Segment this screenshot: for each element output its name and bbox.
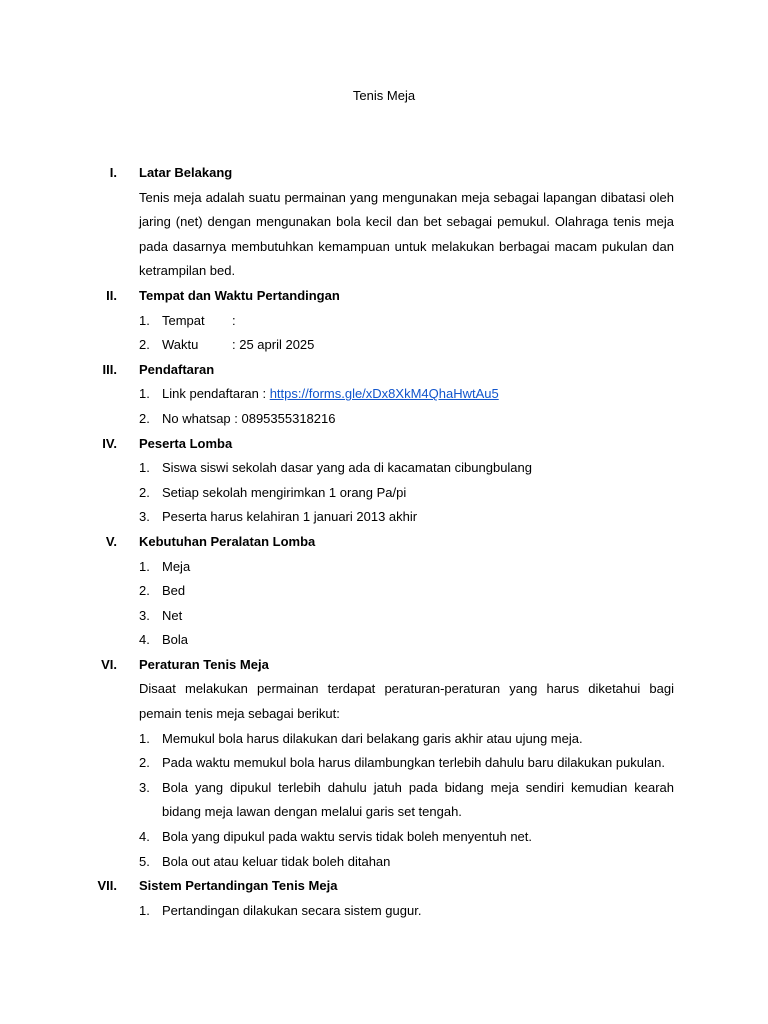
list-text bbox=[162, 382, 499, 407]
list-text: Memukul bola harus dilakukan dari belakang garis akhir atau ujung meja. bbox=[162, 730, 583, 746]
registration-link[interactable]: https://forms.gle/xDx8XkM4QhaHwtAu5 bbox=[269, 386, 499, 402]
list-item bbox=[0, 850, 768, 875]
list-number: 3. bbox=[139, 607, 150, 623]
list-text: Peserta harus kelahiran 1 januari 2013 akhir bbox=[162, 509, 418, 525]
list-item bbox=[0, 604, 768, 629]
list-text: Net bbox=[162, 607, 183, 623]
list-number: 2. bbox=[139, 755, 150, 771]
list-number: 4. bbox=[139, 829, 150, 845]
section-number: II. bbox=[106, 287, 117, 303]
section-title: Peraturan Tenis Meja bbox=[139, 656, 269, 672]
list-text: Bola yang dipukul pada waktu servis tidak boleh menyentuh net. bbox=[162, 829, 533, 845]
list-text: Meja bbox=[162, 558, 191, 574]
list-number: 2. bbox=[139, 484, 150, 500]
page-title: Tenis Meja bbox=[352, 88, 416, 103]
list-number: 2. bbox=[139, 337, 150, 353]
list-number: 2. bbox=[139, 583, 150, 599]
list-number: 4. bbox=[139, 632, 150, 648]
section-title: Peserta Lomba bbox=[139, 435, 233, 451]
list-item bbox=[0, 555, 768, 580]
list-item bbox=[0, 481, 768, 506]
list-item bbox=[0, 776, 768, 825]
list-number: 1. bbox=[139, 312, 150, 328]
section-title: Pendaftaran bbox=[139, 361, 215, 377]
list-item bbox=[0, 407, 768, 432]
section-heading-tempat-waktu bbox=[0, 284, 768, 309]
list-text: Setiap sekolah mengirimkan 1 orang Pa/pi bbox=[162, 484, 407, 500]
section-title: Kebutuhan Peralatan Lomba bbox=[139, 533, 316, 549]
list-item bbox=[0, 505, 768, 530]
list-item bbox=[0, 899, 768, 924]
list-text: Pada waktu memukul bola harus dilambungkan terlebih dahulu baru dilakukan pukulan. bbox=[162, 755, 665, 771]
list-item bbox=[0, 456, 768, 481]
section-number: III. bbox=[102, 361, 117, 377]
list-item bbox=[0, 727, 768, 752]
list-text: Bola out atau keluar tidak boleh ditahan bbox=[162, 853, 391, 869]
section-title: Latar Belakang bbox=[139, 165, 233, 180]
list-text: Pertandingan dilakukan secara sistem gugur. bbox=[162, 902, 422, 918]
section-number: IV. bbox=[102, 435, 117, 451]
list-item bbox=[0, 751, 768, 776]
list-item bbox=[0, 382, 768, 407]
list-text: Siswa siswi sekolah dasar yang ada di kacamatan cibungbulang bbox=[162, 460, 532, 476]
list-text: Bed bbox=[162, 583, 186, 599]
section-heading-peraturan bbox=[0, 653, 768, 678]
section-heading-latar-belakang bbox=[0, 161, 768, 186]
list-label: Tempat bbox=[162, 312, 205, 328]
list-number: 3. bbox=[139, 779, 150, 795]
list-number: 5. bbox=[139, 853, 150, 869]
list-number: 1. bbox=[139, 730, 150, 746]
section-paragraph: Tenis meja adalah suatu permainan yang mengunakan meja sebagai lapangan dibatasi oleh jaring (net) dengan mengunakan bola kecil dan bet sebagai pemukul. Olahraga tenis meja pada dasarnya membutuhkan kemampuan untuk melakukan berbagai macam pukulan dan ketrampilan bed. bbox=[139, 189, 674, 279]
list-number: 1. bbox=[139, 902, 150, 918]
list-text: Bola bbox=[162, 632, 189, 648]
list-label: Waktu bbox=[162, 337, 199, 353]
section-number: VI. bbox=[101, 656, 117, 672]
section-number: V. bbox=[105, 533, 117, 549]
section-title: Tempat dan Waktu Pertandingan bbox=[139, 287, 340, 303]
section-heading-peserta-lomba bbox=[0, 432, 768, 457]
section-heading-kebutuhan-peralatan bbox=[0, 530, 768, 555]
document-body bbox=[0, 161, 768, 923]
section-number: I. bbox=[109, 165, 117, 180]
list-item bbox=[0, 309, 768, 334]
link-label: Link pendaftaran : bbox=[162, 386, 270, 402]
section-heading-sistem-pertandingan bbox=[0, 874, 768, 899]
section-title: Sistem Pertandingan Tenis Meja bbox=[139, 878, 338, 894]
list-item bbox=[0, 579, 768, 604]
list-text: No whatsap : 0895355318216 bbox=[162, 410, 336, 426]
list-item bbox=[0, 825, 768, 850]
list-number: 3. bbox=[139, 509, 150, 525]
section-heading-pendaftaran bbox=[0, 358, 768, 383]
list-item bbox=[0, 333, 768, 358]
list-item bbox=[0, 628, 768, 653]
list-text: Bola yang dipukul terlebih dahulu jatuh pada bidang meja sendiri kemudian kearah bidang meja lawan dengan melalui garis set tengah. bbox=[162, 779, 674, 820]
section-number: VII. bbox=[97, 878, 117, 894]
list-number: 1. bbox=[139, 558, 150, 574]
list-number: 2. bbox=[139, 410, 150, 426]
list-value: : bbox=[232, 312, 236, 328]
section-paragraph: Disaat melakukan permainan terdapat peraturan-peraturan yang harus diketahui bagi pemain tenis meja sebagai berikut: bbox=[139, 681, 674, 722]
list-number: 1. bbox=[139, 460, 150, 476]
list-number: 1. bbox=[139, 386, 150, 402]
list-value: : 25 april 2025 bbox=[232, 337, 315, 353]
